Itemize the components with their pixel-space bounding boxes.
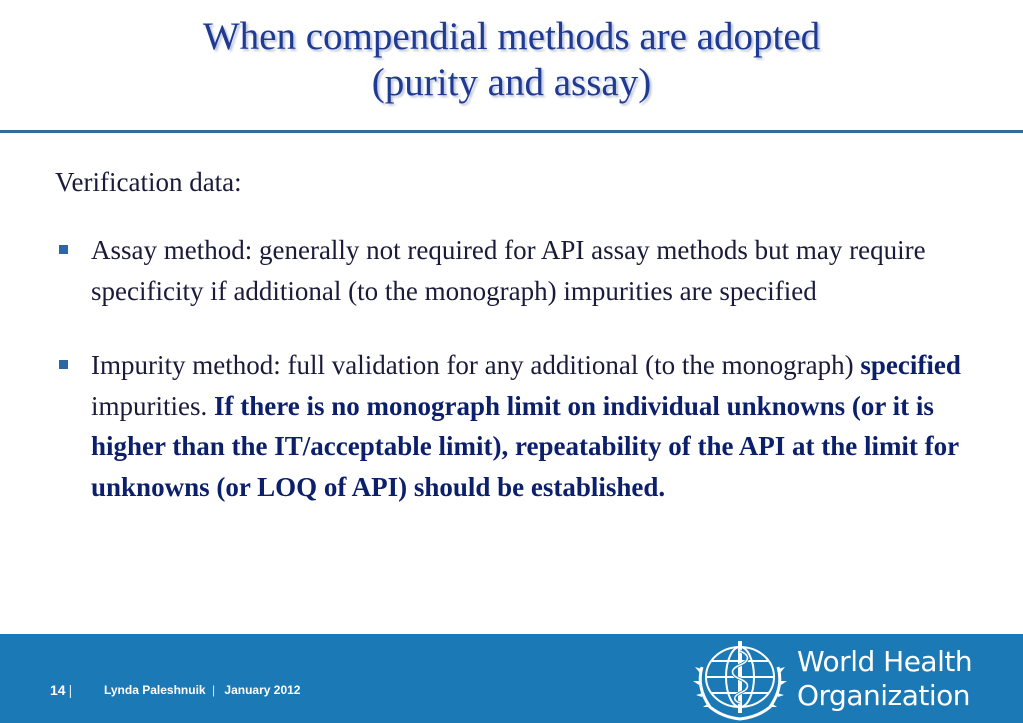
page-number-block bbox=[50, 682, 78, 698]
lead-text: Verification data: bbox=[55, 167, 242, 197]
bullet-square-icon bbox=[59, 245, 68, 254]
footer-meta bbox=[104, 683, 300, 697]
who-emblem-icon bbox=[692, 637, 788, 721]
bullet-impurity-bold-2: If there is no monograph limit on individual unknowns (or it is higher than the IT/acceptable limit), repeatability of the API at the limit for unknowns (or LOQ of API) should be established. bbox=[91, 390, 959, 502]
bullet-impurity-text-2: impurities. bbox=[91, 390, 214, 421]
title-divider bbox=[0, 130, 1023, 133]
slide-body bbox=[55, 166, 975, 507]
title-line-2: (purity and assay) bbox=[371, 61, 652, 104]
bullet-assay bbox=[55, 230, 975, 311]
who-line-1: World Health bbox=[797, 645, 973, 678]
who-wordmark bbox=[797, 645, 972, 713]
page-number: 14 bbox=[50, 682, 66, 698]
bullet-square-icon bbox=[59, 360, 68, 369]
bullet-impurity-bold-1: specified bbox=[860, 350, 961, 380]
footer-author: Lynda Paleshnuik bbox=[104, 683, 206, 697]
footer-date: January 2012 bbox=[224, 683, 301, 697]
page-separator: | bbox=[68, 682, 73, 698]
bullet-impurity bbox=[55, 345, 975, 507]
slide-title bbox=[0, 14, 1023, 106]
bullet-impurity-text-1: Impurity method: full validation for any additional (to the monograph) bbox=[91, 350, 861, 380]
title-line-1: When compendial methods are adopted bbox=[202, 15, 821, 58]
who-line-2: Organization bbox=[797, 679, 971, 712]
footer-separator: | bbox=[211, 683, 216, 697]
bullet-assay-text: Assay method: generally not required for API assay methods but may require specificity if additional (to the monograph) impurities are specified bbox=[91, 235, 926, 306]
